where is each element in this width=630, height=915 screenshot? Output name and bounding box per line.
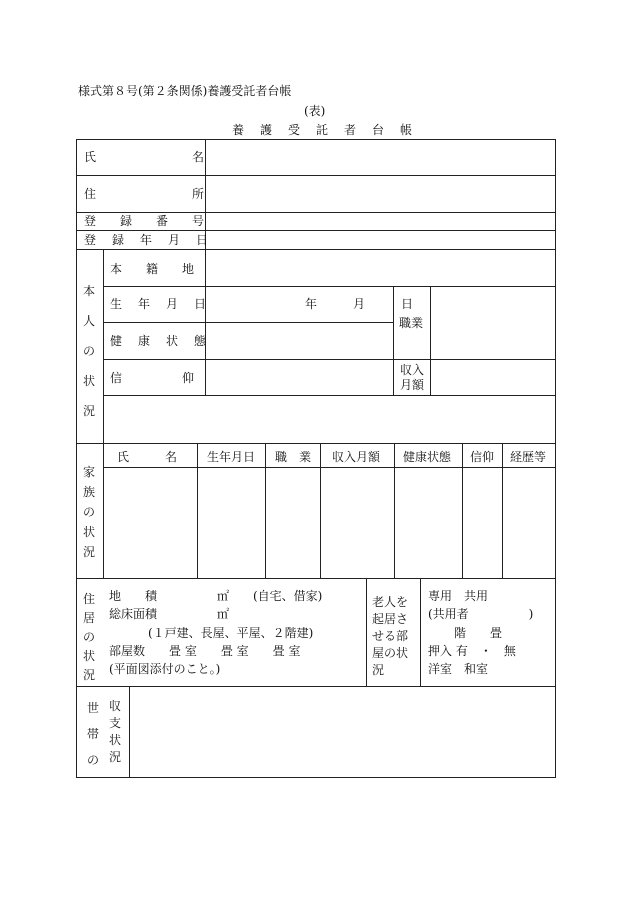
- label-reg-date: 登 録 年 月 日: [84, 233, 211, 247]
- reg-date-field[interactable]: [207, 232, 553, 248]
- label-occupation: 職業: [399, 316, 424, 330]
- family-header-health: 健康状態: [403, 450, 452, 464]
- family-header-birth: 生年月日: [207, 450, 256, 464]
- housing-line-1: 地 積 ㎡ (自宅、借家): [109, 589, 323, 603]
- address-field[interactable]: [207, 177, 553, 211]
- self-section-label: 本人の状況: [82, 284, 95, 418]
- housing-line-3: (１戸建、長屋、平屋、２階建): [148, 626, 314, 640]
- label-income: 収入月額: [400, 363, 425, 392]
- housing-line-5: (平面図添付のこと。): [109, 662, 221, 676]
- housing-line-2: 総床面積 ㎡: [109, 607, 230, 621]
- label-name: 氏 名: [84, 150, 205, 164]
- family-header-name: 氏 名: [117, 450, 178, 464]
- housing-line-4: 部屋数 畳 室 畳 室 畳 室: [109, 644, 301, 658]
- household-label-outer: 世帯の: [86, 701, 99, 767]
- family-header-occupation: 職 業: [275, 450, 312, 464]
- family-header-religion: 信仰: [470, 450, 495, 464]
- name-field[interactable]: [207, 141, 553, 174]
- side-label: (表): [304, 104, 326, 118]
- household-field[interactable]: [131, 688, 554, 776]
- label-domicile: 本 籍 地: [110, 262, 195, 276]
- family-header-income: 収入月額: [332, 450, 381, 464]
- reg-number-field[interactable]: [207, 213, 553, 229]
- room-line-3: 階 畳: [454, 626, 503, 640]
- family-header-history: 経歴等: [510, 450, 547, 464]
- room-line-2: (共用者 ): [428, 607, 534, 621]
- room-line-1: 専用 共用: [428, 589, 489, 603]
- label-birth: 生 年 月 日: [110, 297, 209, 311]
- birth-value: 年 月 日: [305, 297, 414, 311]
- label-health: 健 康 状 態: [110, 334, 209, 348]
- label-reg-number: 登 録 番 号: [84, 214, 205, 228]
- family-section-label: 家族の状況: [82, 465, 95, 559]
- housing-section-label: 住居の状況: [82, 592, 95, 682]
- form-title: 様式第８号(第２条関係)養護受託者台帳: [78, 84, 292, 98]
- label-address: 住 所: [84, 187, 205, 201]
- room-status-label: 老人を起居させる部屋の状況: [372, 595, 409, 677]
- label-religion: 信 仰: [110, 371, 195, 385]
- household-label-inner: 収支状況: [108, 699, 121, 764]
- room-line-4: 押入 有 ・ 無: [428, 644, 516, 658]
- room-line-5: 洋室 和室: [428, 662, 489, 676]
- main-title: 養 護 受 託 者 台 帳: [232, 123, 415, 137]
